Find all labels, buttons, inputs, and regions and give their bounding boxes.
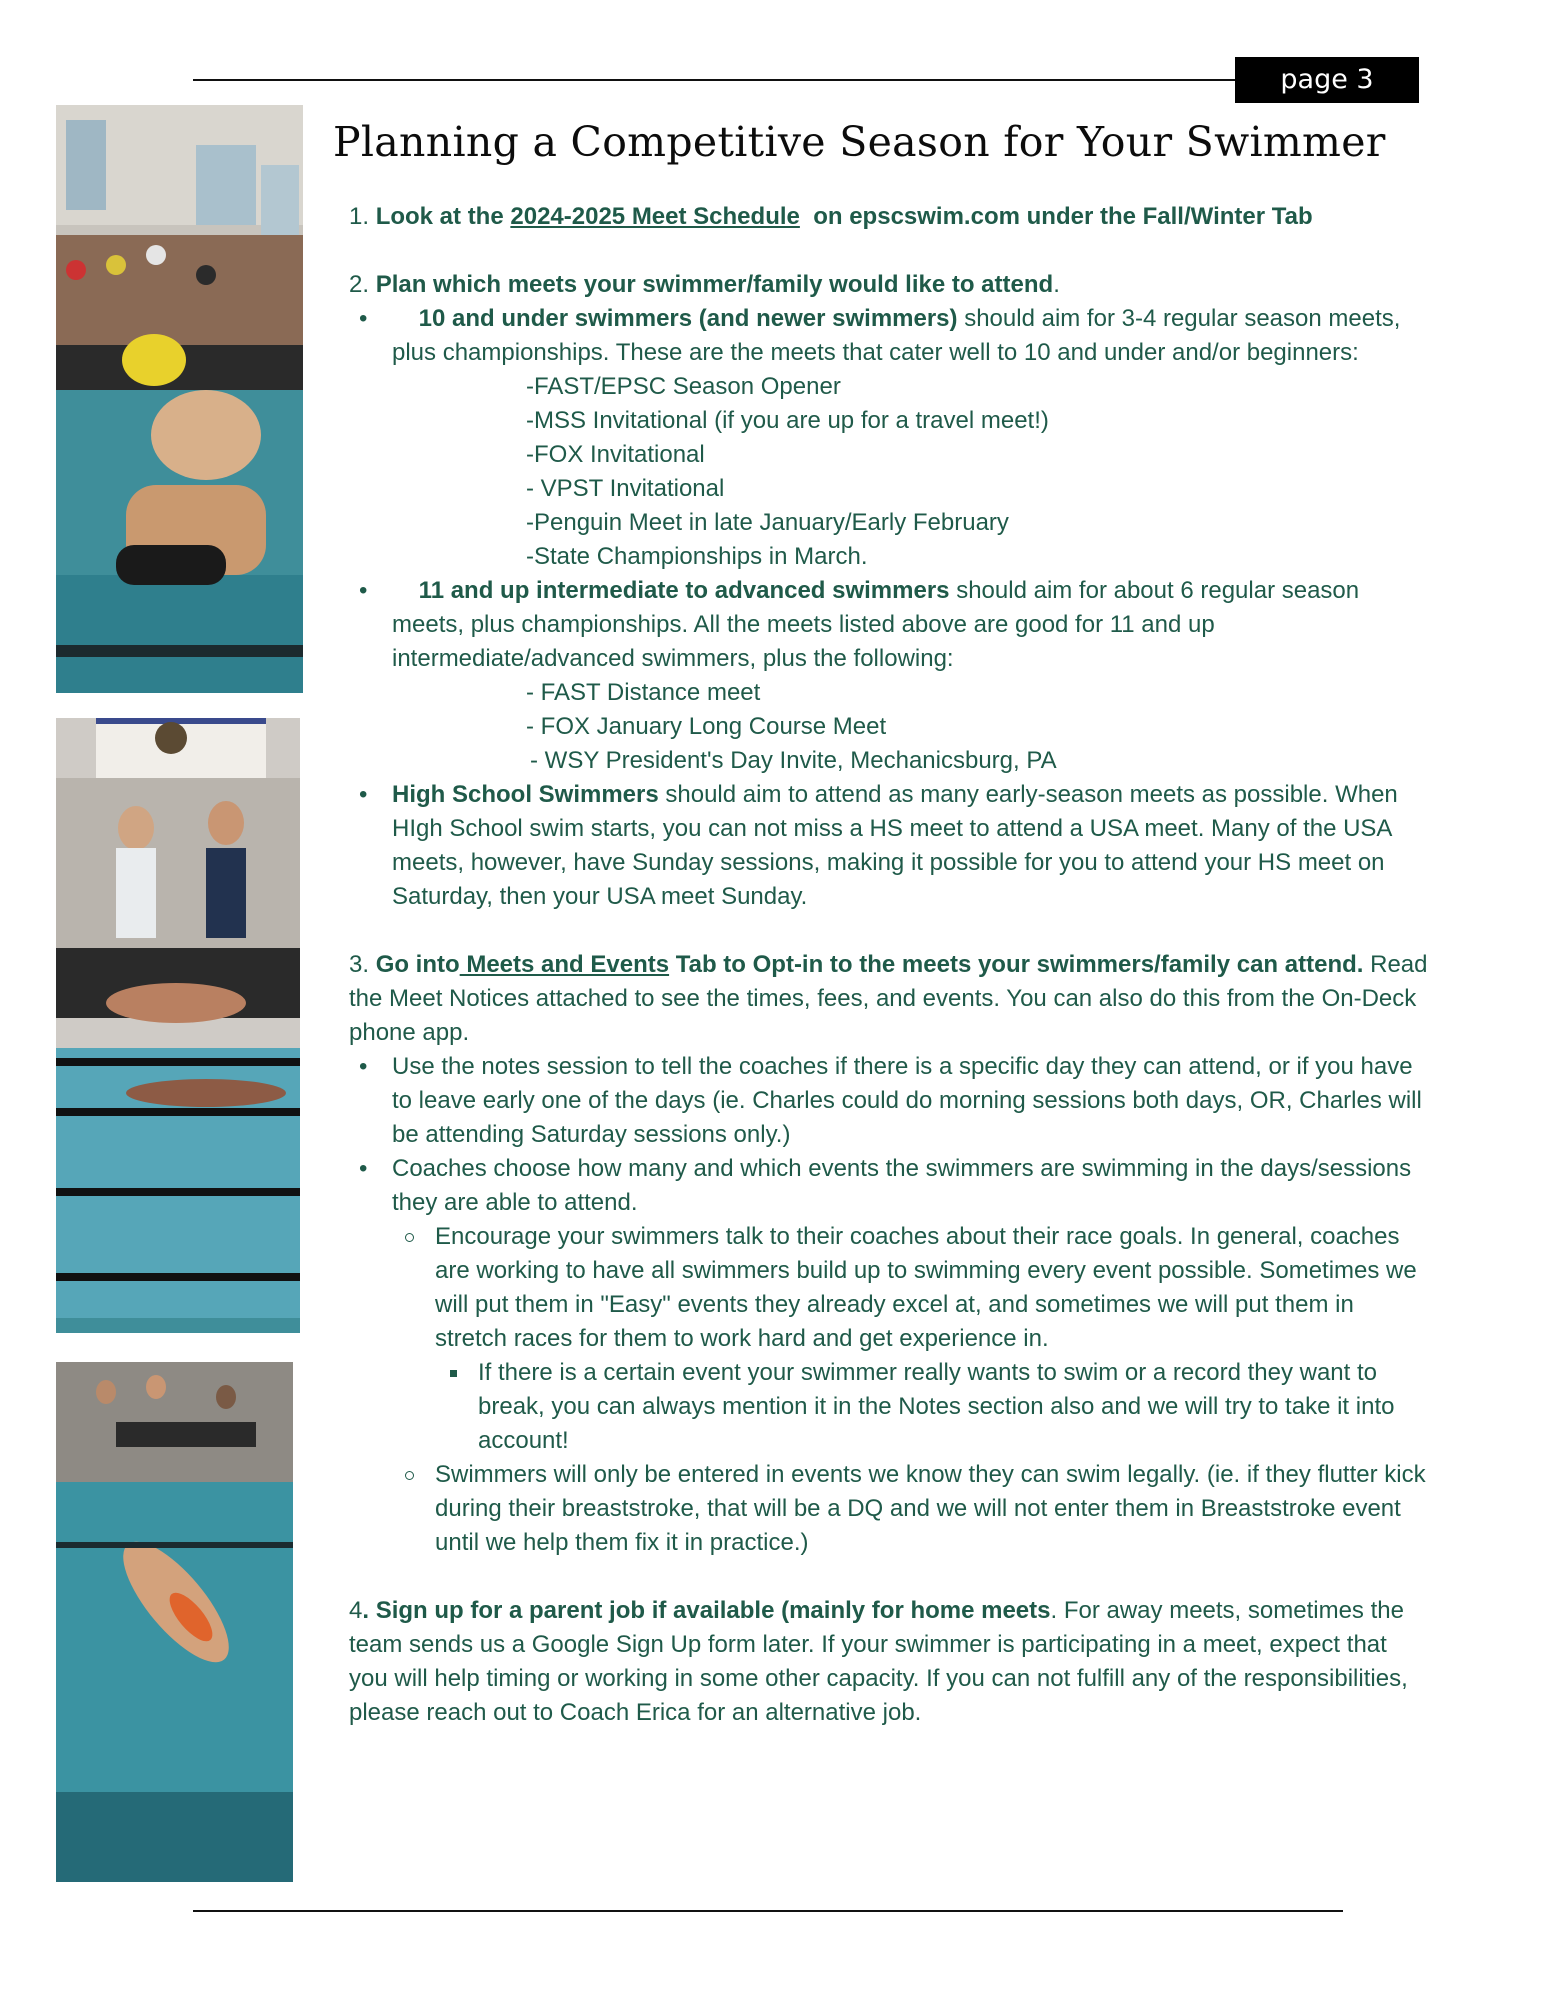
step-lead: Look at the xyxy=(375,203,504,230)
step-rest: on epscswim.com under the Fall/Winter Tab xyxy=(813,203,1313,230)
page-title: Planning a Competitive Season for Your Swimmer xyxy=(333,118,1386,166)
footer-rule xyxy=(193,1910,1343,1912)
photo-relay-start xyxy=(56,718,300,1333)
meet-item: - VPST Invitational xyxy=(526,475,725,502)
meet-item: - FAST Distance meet xyxy=(526,679,761,706)
header-rule xyxy=(193,79,1235,81)
list-item: • Coaches choose how many and which events the swimmers are swimming in the days/sessions they are able to attend. xyxy=(349,1152,1429,1220)
step-number: 3. xyxy=(349,951,370,978)
bullet-bold: 11 and up intermediate to advanced swimmers xyxy=(418,577,950,604)
step-3 xyxy=(349,948,1429,1050)
bullet-bold: High School Swimmers xyxy=(392,781,659,808)
step-number: 2. xyxy=(349,271,370,298)
step-number: 4 xyxy=(349,1597,363,1624)
photo-backstroke-dive xyxy=(56,1362,293,1882)
meet-schedule-link[interactable]: 2024-2025 Meet Schedule xyxy=(510,203,800,230)
step-text: Read the Meet Notices attached to see the times, fees, and events. You can also do this from the On-Deck phone app. xyxy=(349,951,1428,1046)
list-item: • Use the notes session to tell the coaches if there is a specific day they can attend, or if you have to leave early one of the days (ie. Charles could do morning sessions both days, OR, Charles will be attending Saturday sessions only.) xyxy=(349,1050,1429,1152)
bullet-text: should aim for about 6 regular season meets, plus championships. All the meets listed above are good for 11 and up intermediate/advanced swimmers, plus the following: xyxy=(392,577,1360,672)
meet-item: -FAST/EPSC Season Opener xyxy=(526,373,841,400)
meet-item: -Penguin Meet in late January/Early February xyxy=(526,509,1009,536)
step-lead: . Sign up for a parent job if available (mainly for home meets xyxy=(362,1597,1051,1624)
step-number: 1. xyxy=(349,203,370,230)
bullet-text: should aim for 3-4 regular season meets, plus championships. These are the meets that cater well to 10 and under and/or beginners: xyxy=(392,305,1401,366)
step-4 xyxy=(349,1594,1429,1730)
main-content xyxy=(349,200,1429,1730)
step-bold-rest: Tab to Opt-in to the meets your swimmers/family can attend. xyxy=(669,951,1364,978)
step-1 xyxy=(349,200,1429,234)
sub-list-item: Swimmers will only be entered in events we know they can swim legally. (ie. if they flutter kick during their breaststroke, that will be a DQ and we will not enter them in Breaststroke event until we help them fix it in practice.) xyxy=(349,1458,1429,1560)
step-lead: Plan which meets your swimmer/family would like to attend xyxy=(375,271,1054,298)
step-2-bullets xyxy=(349,302,1429,914)
meet-item: - WSY President's Day Invite, Mechanicsburg, PA xyxy=(530,747,1057,774)
step-text: . For away meets, sometimes the team sends us a Google Sign Up form later. If your swimmer is participating in a meet, expect that you will help timing or working in some other capacity. If you can not fulfill any of the responsibilities, please reach out to Coach Erica for an alternative job. xyxy=(349,1597,1408,1726)
list-item xyxy=(349,302,1429,574)
photo-swimmers-on-blocks xyxy=(56,105,303,693)
step-lead: Go into xyxy=(375,951,460,978)
bullet-bold: 10 and under swimmers (and newer swimmers) xyxy=(418,305,958,332)
step-period: . xyxy=(1053,271,1060,298)
sub-sub-list-item: If there is a certain event your swimmer really wants to swim or a record they want to break, you can always mention it in the Notes section also and we will try to take it into account! xyxy=(349,1356,1429,1458)
meet-item: -MSS Invitational (if you are up for a travel meet!) xyxy=(526,407,1049,434)
meets-and-events-link[interactable]: Meets and Events xyxy=(459,951,670,978)
meet-item: - FOX January Long Course Meet xyxy=(526,713,887,740)
page-number-label: page 3 xyxy=(1235,57,1419,103)
sub-list-item: Encourage your swimmers talk to their coaches about their race goals. In general, coaches are working to have all swimmers build up to swimming every event possible. Sometimes we will put them in "Easy" events they already excel at, and sometimes we will put them in stretch races for them to work hard and get experience in. xyxy=(349,1220,1429,1356)
list-item xyxy=(349,574,1429,778)
meet-item: -FOX Invitational xyxy=(526,441,705,468)
bullet-text: should aim to attend as many early-season meets as possible. When HIgh School swim starts, you can not miss a HS meet to attend a USA meet. Many of the USA meets, however, have Sunday sessions, making it possible for you to attend your HS meet on Saturday, then your USA meet Sunday. xyxy=(392,781,1398,910)
meet-item: -State Championships in March. xyxy=(526,543,868,570)
step-3-bullets xyxy=(349,1050,1429,1560)
list-item xyxy=(349,778,1429,914)
step-2 xyxy=(349,268,1429,302)
